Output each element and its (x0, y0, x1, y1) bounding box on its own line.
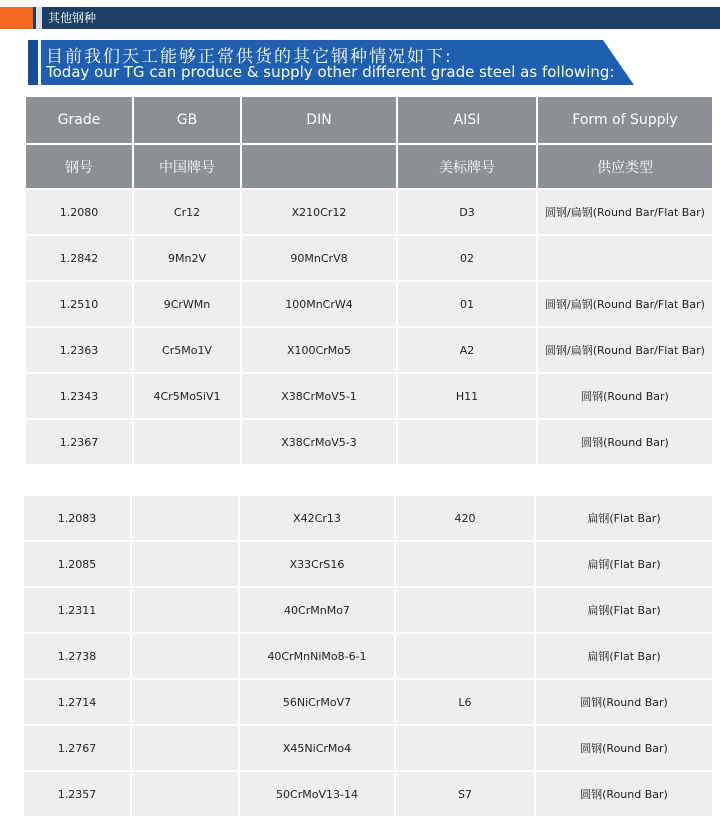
cell-din: X210Cr12 (241, 189, 397, 235)
header-row-zh (25, 144, 713, 189)
cell-din: 56NiCrMoV7 (239, 679, 395, 725)
cell-gb: Cr5Mo1V (133, 327, 241, 373)
orange-accent-block (0, 7, 33, 29)
cell-form: 扁钢(Flat Bar) (535, 587, 713, 633)
column-header-din-zh (241, 144, 397, 189)
cell-gb (131, 725, 239, 771)
cell-gb (131, 771, 239, 817)
cell-din: 100MnCrW4 (241, 281, 397, 327)
cell-gb: 9CrWMn (133, 281, 241, 327)
cell-grade: 1.2363 (25, 327, 133, 373)
cell-grade: 1.2367 (25, 419, 133, 465)
cell-din: X45NiCrMo4 (239, 725, 395, 771)
section-title: 其他钢种 (48, 11, 97, 25)
cell-aisi (395, 633, 535, 679)
section-header-bar (0, 7, 720, 29)
column-header-din: DIN (241, 96, 397, 144)
cell-grade: 1.2083 (23, 495, 131, 541)
cell-grade: 1.2767 (23, 725, 131, 771)
table-row (23, 725, 713, 771)
cell-aisi: L6 (395, 679, 535, 725)
table-row (23, 633, 713, 679)
steel-grade-table-2 (22, 494, 714, 818)
cell-din: X42Cr13 (239, 495, 395, 541)
cell-grade: 1.2714 (23, 679, 131, 725)
cell-grade: 1.2343 (25, 373, 133, 419)
table-row (25, 373, 713, 419)
cell-form: 扁钢(Flat Bar) (535, 541, 713, 587)
cell-form: 圆钢(Round Bar) (537, 419, 713, 465)
table-row (23, 679, 713, 725)
cell-aisi: 01 (397, 281, 537, 327)
header-separator (36, 7, 42, 29)
cell-grade: 1.2510 (25, 281, 133, 327)
cell-din: X38CrMoV5-3 (241, 419, 397, 465)
column-header-grade-zh: 钢号 (25, 144, 133, 189)
banner-title-en: Today our TG can produce & supply other different grade steel as following: (46, 63, 615, 81)
banner-title-zh: 目前我们天工能够正常供货的其它钢种情况如下: (46, 47, 453, 67)
cell-aisi: D3 (397, 189, 537, 235)
cell-form: 圆钢(Round Bar) (537, 373, 713, 419)
cell-grade: 1.2357 (23, 771, 131, 817)
column-header-gb: GB (133, 96, 241, 144)
cell-aisi (395, 587, 535, 633)
cell-aisi: A2 (397, 327, 537, 373)
cell-gb (131, 587, 239, 633)
intro-banner (28, 40, 634, 85)
cell-form: 扁钢(Flat Bar) (535, 633, 713, 679)
cell-form: 圆钢/扁钢(Round Bar/Flat Bar) (537, 281, 713, 327)
column-header-gb-zh: 中国牌号 (133, 144, 241, 189)
header-row-en (25, 96, 713, 144)
column-header-aisi-zh: 美标牌号 (397, 144, 537, 189)
cell-din: 40CrMnMo7 (239, 587, 395, 633)
table-row (25, 281, 713, 327)
steel-grade-table-2-body (23, 495, 713, 817)
column-header-form-zh: 供应类型 (537, 144, 713, 189)
cell-din: X100CrMo5 (241, 327, 397, 373)
cell-aisi (397, 419, 537, 465)
column-header-aisi: AISI (397, 96, 537, 144)
cell-din: 40CrMnNiMo8-6-1 (239, 633, 395, 679)
cell-gb (131, 679, 239, 725)
column-header-form: Form of Supply (537, 96, 713, 144)
table-row (25, 327, 713, 373)
cell-grade: 1.2080 (25, 189, 133, 235)
cell-form (537, 235, 713, 281)
cell-gb (131, 541, 239, 587)
table-row (23, 587, 713, 633)
cell-aisi (395, 541, 535, 587)
cell-grade: 1.2738 (23, 633, 131, 679)
table-row (25, 419, 713, 465)
cell-gb: Cr12 (133, 189, 241, 235)
table-row (25, 235, 713, 281)
cell-din: 90MnCrV8 (241, 235, 397, 281)
column-header-grade: Grade (25, 96, 133, 144)
steel-grade-table-1-body (25, 96, 713, 465)
cell-gb (131, 633, 239, 679)
cell-gb: 9Mn2V (133, 235, 241, 281)
cell-form: 圆钢/扁钢(Round Bar/Flat Bar) (537, 189, 713, 235)
steel-grade-table-1 (24, 95, 714, 466)
cell-grade: 1.2842 (25, 235, 133, 281)
cell-gb (131, 495, 239, 541)
cell-gb (133, 419, 241, 465)
cell-form: 扁钢(Flat Bar) (535, 495, 713, 541)
cell-gb: 4Cr5MoSiV1 (133, 373, 241, 419)
cell-grade: 1.2311 (23, 587, 131, 633)
cell-grade: 1.2085 (23, 541, 131, 587)
cell-din: 50CrMoV13-14 (239, 771, 395, 817)
cell-aisi: S7 (395, 771, 535, 817)
table-row (23, 541, 713, 587)
table-row (25, 189, 713, 235)
cell-form: 圆钢/扁钢(Round Bar/Flat Bar) (537, 327, 713, 373)
cell-aisi (395, 725, 535, 771)
cell-form: 圆钢(Round Bar) (535, 679, 713, 725)
cell-form: 圆钢(Round Bar) (535, 725, 713, 771)
table-row (23, 495, 713, 541)
cell-aisi: H11 (397, 373, 537, 419)
cell-din: X33CrS16 (239, 541, 395, 587)
cell-form: 圆钢(Round Bar) (535, 771, 713, 817)
cell-din: X38CrMoV5-1 (241, 373, 397, 419)
cell-aisi: 02 (397, 235, 537, 281)
table-row (23, 771, 713, 817)
cell-aisi: 420 (395, 495, 535, 541)
